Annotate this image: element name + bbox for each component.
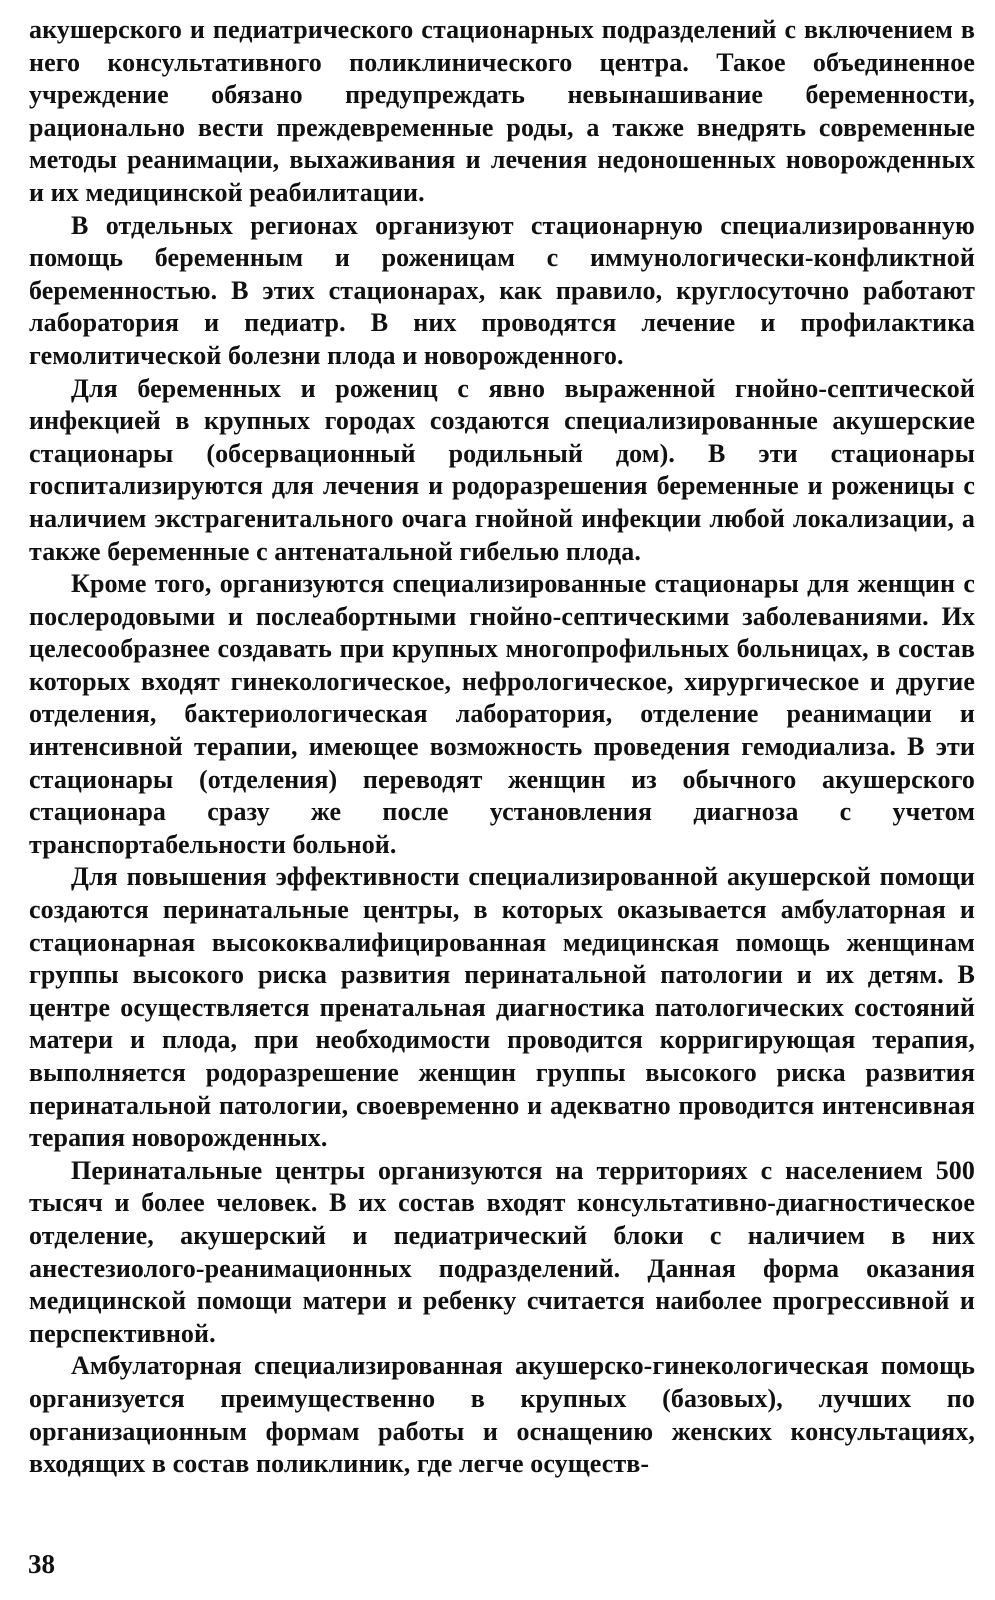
- paragraph-4: Кроме того, организуются специализированные стационары для женщин с послеродовыми и послеабортными гнойно-септическими заболеваниями. Их целесообразнее создавать при крупных многопрофильных больницах, в состав которых входят гинекологическое, нефрологическое, хирургическое и другие отделения, бактериологическая лаборатория, отделение реанимации и интенсивной терапии, имеющее возможность проведения гемодиализа. В эти стационары (отделения) переводят женщин из обычного акушерского стационара сразу же после установления диагноза с учетом транспортабельности больной.: [29, 569, 975, 859]
- paragraph-5: Для повышения эффективности специализированной акушерской помощи создаются перинатальные центры, в которых оказывается амбулаторная и стационарная высококвалифицированная медицинская помощь женщинам группы высокого риска развития перинатальной патологии и их детям. В центре осуществляется пренатальная диагностика патологических состояний матери и плода, при необходимости проводится корригирующая терапия, выполняется родоразрешение женщин группы высокого риска развития перинатальной патологии, своевременно и адекватно проводится интенсивная терапия новорожденных.: [29, 862, 975, 1153]
- paragraph-2: В отдельных регионах организуют стационарную специализированную помощь беременным и роженицам с иммунологически-конфликтной беременностью. В этих стационарах, как правило, круглосуточно работают лаборатория и педиатр. В них проводятся лечение и профилактика гемолитической болезни плода и новорожденного.: [29, 210, 975, 370]
- document-page: [29, 14, 975, 1481]
- paragraph-7: Амбулаторная специализированная акушерско-гинекологическая помощь организуется преимущественно в крупных (базовых), лучших по организационным формам работы и оснащению женских консультациях, входящих в состав поликлиник, где легче осуществ-: [29, 1351, 975, 1479]
- paragraph-3: Для беременных и рожениц с явно выраженной гнойно-септической инфекцией в крупных городах создаются специализированные акушерские стационары (обсервационный родильный дом). В эти стационары госпитализируются для лечения и родоразрешения беременные и роженицы с наличием экстрагенитального очага гнойной инфекции любой локализации, а также беременные с антенатальной гибелью плода.: [29, 373, 975, 566]
- page-number: 38: [28, 1549, 55, 1579]
- paragraph-1: акушерского и педиатрического стационарных подразделений с включением в него консультативного поликлинического центра. Такое объединенное учреждение обязано предупреждать невынашивание беременности, рационально вести преждевременные роды, а также внедрять современные методы реанимации, выхаживания и лечения недоношенных новорожденных и их медицинской реабилитации.: [29, 15, 975, 207]
- paragraph-6: Перинатальные центры организуются на территориях с населением 500 тысяч и более человек. В их состав входят консультативно-диагностическое отделение, акушерский и педиатрический блоки с наличием в них анестезиолого-реанимационных подразделений. Данная форма оказания медицинской помощи матери и ребенку считается наиболее прогрессивной и перспективной.: [29, 1155, 975, 1348]
